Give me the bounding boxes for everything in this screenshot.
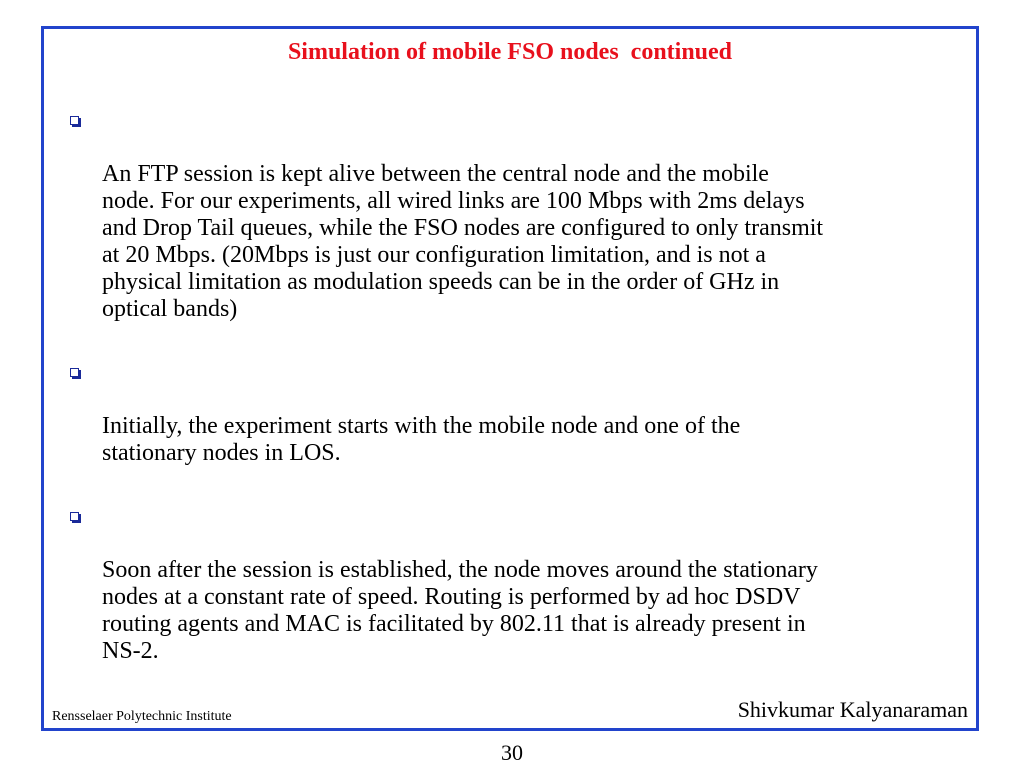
- page-number: 30: [501, 740, 523, 765]
- footer-author: Shivkumar Kalyanaraman: [737, 697, 968, 722]
- bullet-text: Soon after the session is established, the node moves around the stationary nodes at a constant rate of speed. Routing is performed by ad hoc DSDV routing agents and MAC is facilitated by 802.11 that is already present in NS-2.: [102, 557, 818, 664]
- square-bullet-icon: [70, 512, 79, 521]
- bullet-item: [64, 359, 964, 467]
- bullet-list: [64, 107, 964, 701]
- bullet-item: [64, 503, 964, 665]
- bullet-text: Initially, the experiment starts with the mobile node and one of the stationary nodes in LOS.: [102, 413, 741, 466]
- square-bullet-icon: [70, 368, 79, 377]
- slide-frame: [41, 26, 979, 731]
- slide-title: Simulation of mobile FSO nodes continued: [287, 39, 733, 65]
- square-bullet-icon: [70, 116, 79, 125]
- bullet-text: An FTP session is kept alive between the central node and the mobile node. For our experiments, all wired links are 100 Mbps with 2ms delays and Drop Tail queues, while the FSO nodes are configured to only transmit at 20 Mbps. (20Mbps is just our configuration limitation, and is not a physical limitation as modulation speeds can be in the order of GHz in optical bands): [102, 161, 824, 322]
- bullet-item: [64, 107, 964, 323]
- footer-institute: Rensselaer Polytechnic Institute: [52, 709, 232, 724]
